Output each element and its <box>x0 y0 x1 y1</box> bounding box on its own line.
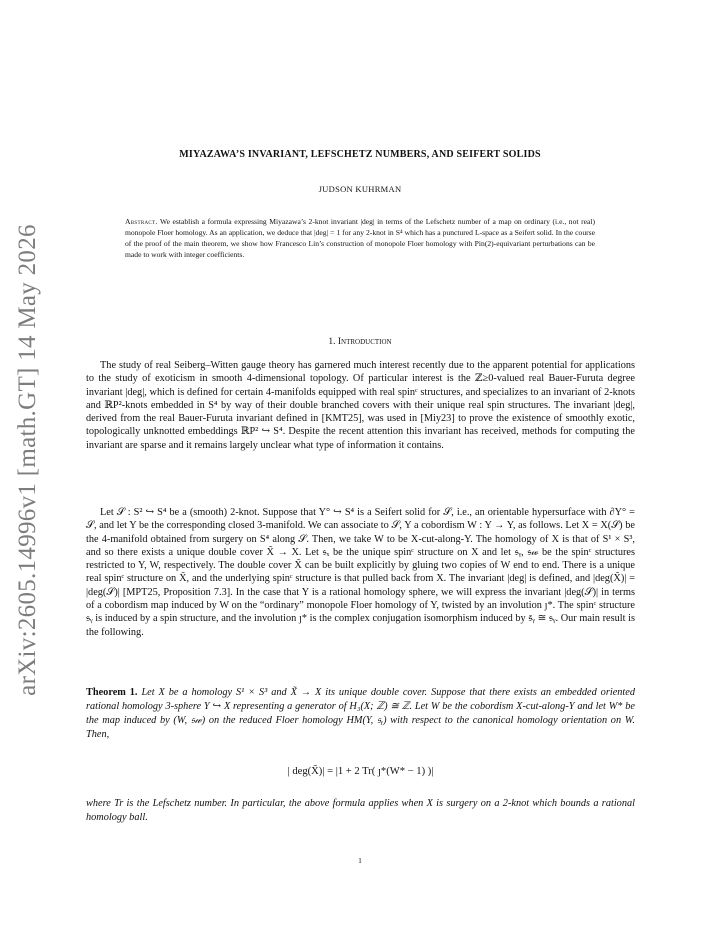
paragraph-text: The study of real Seiberg–Witten gauge theory has garnered much interest recently due to the apparent potential for applications to the study of exoticism in smooth 4-dimensional topology. Of particular interest is the ℤ≥0-valued real Bauer-Furuta degree invariant |deg|, which is defined for certain 4-manifolds equipped with real spinᶜ structures, and specializes to an invariant of 2-knots and ℝP²-knots embedded in S⁴ by way of their double branched covers with their unique real spin structures. The invariant |deg|, derived from the real Bauer-Furuta invariant defined in [KMT25], was used in [Miy23] to prove the existence of smoothly exotic, topologically unknotted embeddings ℝP² ↪ S⁴. Despite the recent attention this invariant has received, methods for computing the invariant are sparse and it remains largely unclear what type of information it contains. <box>86 360 635 451</box>
theorem-label: Theorem 1. <box>86 687 138 698</box>
intro-paragraph-2 <box>86 506 635 639</box>
arxiv-stamp-text: arXiv:2605.14996v1 [math.GT] 14 May 2026 <box>14 224 41 696</box>
arxiv-identifier-stamp <box>6 224 50 696</box>
paper-title: MIYAZAWA’S INVARIANT, LEFSCHETZ NUMBERS, AND SEIFERT SOLIDS <box>179 149 541 160</box>
page-number: 1 <box>358 856 362 865</box>
abstract-text: We establish a formula expressing Miyazawa’s 2-knot invariant |deg| in terms of the Lefschetz number of a map on ordinary (i.e., not real) monopole Floer homology. As an application, we deduce that |deg| = 1 for any 2-knot in S⁴ which has a punctured L-space as a Seifert solid. In the course of the proof of the main theorem, we show how Francesco Lin’s construction of monopole Floer homology with Pin(2)-equivariant perturbations can be made to work with integer coefficients. <box>125 217 595 259</box>
theorem-text: Let X be a homology S¹ × S³ and X̃ → X its unique double cover. Suppose that there exists an embedded oriented rational homology 3-sphere Y ↪ X representing a generator of H₃(X; ℤ) ≅ ℤ. Let W be the cobordism X-cut-along-Y and let W* be the map induced by (W, 𝔰𝓌) on the reduced Floer homology HM(Y, 𝔰ᵧ) with respect to the canonical homology orientation on W. Then, <box>86 687 635 740</box>
section-number: 1. <box>328 337 336 347</box>
section-heading <box>86 337 634 347</box>
intro-paragraph-1 <box>86 359 635 452</box>
abstract <box>125 216 595 260</box>
theorem-1 <box>86 686 635 742</box>
theorem-continuation: where Tr is the Lefschetz number. In particular, the above formula applies when X is surgery on a 2-knot which bounds a rational homology ball. <box>86 798 635 823</box>
abstract-label: Abstract. <box>125 217 158 226</box>
paragraph-text: Let 𝒮 : S² ↪ S⁴ be a (smooth) 2-knot. Suppose that Y° ↪ S⁴ is a Seifert solid for 𝒮, i.e., an orientable hypersurface with ∂Y° = 𝒮, and let Y be the corresponding closed 3-manifold. We can associate to 𝒮, Y a cobordism W : Y → Y, as follows. Let X = X(𝒮) be the 4-manifold obtained from surgery on S⁴ along 𝒮. Then, we take W to be X-cut-along-Y. The homology of X is that of S¹ × S³, and so there exists a unique double cover X̃ → X. Let 𝔰ₓ be the unique spinᶜ structure on X and let 𝔰ᵧ, 𝔰𝓌 be the spinᶜ structures restricted to Y, W, respectively. The double cover X̃ can be built explicitly by gluing two copies of W end to end. There is a unique real spinᶜ structure on X̃, and the underlying spinᶜ structure is that pulled back from X. The invariant |deg| is defined, and |deg(X̃)| = |deg(𝒮)| [MPT25, Proposition 7.3]. In the case that Y is a rational homology sphere, we will express the invariant |deg(𝒮)| in terms of a cobordism map induced by W on the “ordinary” monopole Floer homology of Y, twisted by an involution ȷ*. The spinᶜ structure 𝔰ᵧ is induced by a spin structure, and the involution ȷ* is the complex conjugation isomorphism induced by 𝔰̄ᵧ ≅ 𝔰ᵧ. Our main result is the following. <box>86 507 635 638</box>
paper-author: JUDSON KUHRMAN <box>318 184 402 194</box>
display-equation: | deg(X̃)| = |1 + 2 Tr( ȷ*(W* − 1) )| <box>287 766 434 777</box>
section-title: Introduction <box>337 337 392 347</box>
